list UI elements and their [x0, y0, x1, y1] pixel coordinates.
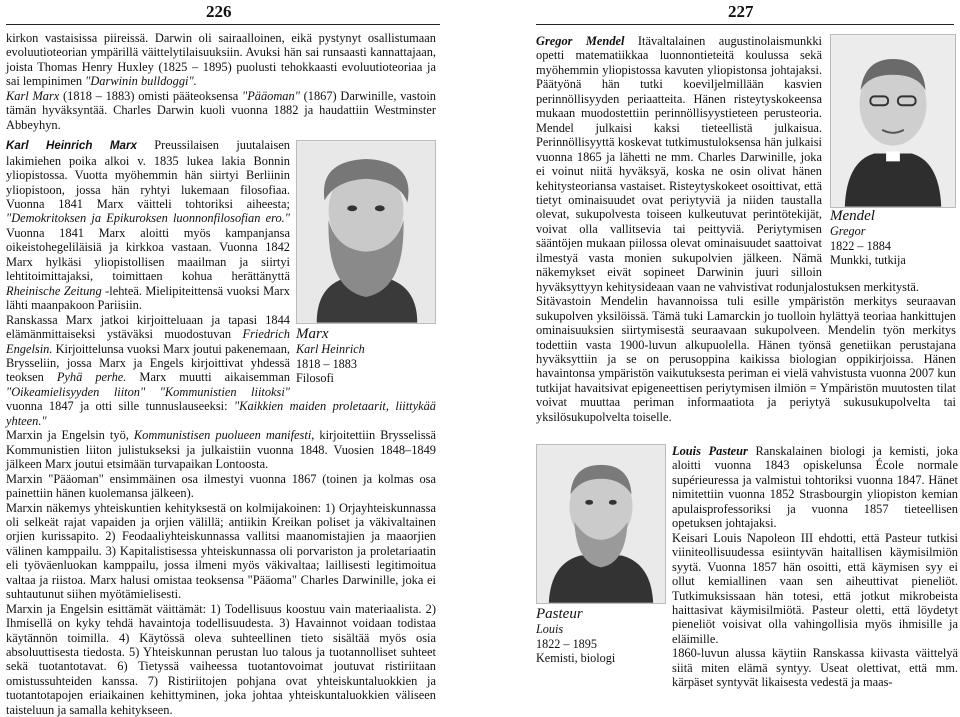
title-paaoma: "Pääoman": [242, 88, 300, 103]
manifesto-title: Kommunistisen puolueen manifesti: [133, 428, 312, 443]
marx-portrait: [296, 140, 436, 324]
text: -lehteä. Mielipiteittensä vuoksi Marx lähti maanpakoon Pariisiin.: [6, 283, 290, 313]
caption-role: Munkki, tutkija: [830, 253, 906, 267]
paragraph-manifesto: [6, 428, 436, 471]
text: Vuonna 1841 Marx aloitti myös kampanjansa oikeistohegeliläisiä ja kirkkoa vastaan. Vuonna 1842 Marx hylkäsi yliopistollisen maailman ja siirtyi lehtitoimittajaksi, toimittaen kohua herättänyttä: [6, 225, 290, 284]
caption-surname: Marx: [296, 326, 329, 343]
text: Ranskalainen biologi ja kemisti, joka aloitti vuonna 1843 opiskelunsa École normale supérieuressa ja valmistui tohtoriksi vuonna 1847. Hänet nimitettiin vuonna 1852 Strasbourgin yliopiston kemian apulaisprofessoriksi ja vuonna 1857 tieteellisen opetuksen johtajaksi.: [672, 444, 959, 531]
mendel-portrait: [830, 34, 956, 208]
text: vuonna 1847 ja otti sille tunnuslauseeksi:: [6, 399, 234, 414]
right-text-column-bottom: [672, 444, 958, 690]
newspaper-name: Rheinische Zeitung: [6, 283, 102, 298]
header-rule-left: [6, 24, 440, 25]
header-rule-right: [536, 24, 954, 25]
league-names: "Oikeamielisyyden liiton" "Kommunistien liitoksi": [6, 384, 290, 399]
text: (1818 – 1883) omisti pääteoksensa: [59, 88, 242, 103]
caption-years: 1822 – 1884: [830, 238, 891, 253]
caption-surname: Mendel: [830, 208, 875, 224]
name-karl-heinrich-marx: Karl Heinrich Marx: [6, 139, 137, 153]
marx-caption: [296, 326, 436, 386]
text: Marxin ja Engelsin työ,: [6, 428, 134, 443]
paragraph-capital-volumes: Marxin "Pääoman" ensimmäinen osa ilmestyi vuonna 1867 (toinen ja kolmas osa painettiin hänen kuolemansa jälkeen).: [6, 471, 436, 501]
caption-role: Kemisti, biologi: [536, 651, 616, 665]
name-louis-pasteur: Louis Pasteur: [672, 444, 748, 458]
mendel-caption: [830, 208, 956, 268]
mendel-figure: [830, 34, 956, 268]
paragraph-lamarck-epigenetics: Sitävastoin Mendelin havannoissa tuli esille ympäristön merkitys seuraavan sukupolven yksilöissä. Tämä tuki Lamarckin jo tuolloin hylättyä teoriaa hankittujen ominaisuuksien siirtymisestä seuraavaan sukupolveen. Mendelin työn merkitys todettiin vasta 1900-luvun alkupuolella. Hänen työnsä genetiikan perustajana hyväksyttiin ja se on perusoppina kaikissa biologian oppikirjoissa. Hänen havaintonsa ympäristön vaikutuksesta periman ei vielä vahvistusta vuonna 2007 kun tutkijat havaitsivat epigeneettisen periytymisen ilmiön = Ympäristön muutosten tilat voivat muuttaa periman informaatiota ja periytyä sukusukupolvelta tai yksilösukupolvelta toiselle.: [536, 294, 956, 424]
paragraph-marx-capital: [6, 89, 436, 132]
marx-portrait-icon: [297, 141, 435, 323]
text: Ranskassa Marx jatkoi kirjoitteluaan ja tapasi 1844 elämänmittaiseksi ystäväksi muodostuvan: [6, 312, 290, 342]
caption-years: 1822 – 1895: [536, 636, 597, 651]
paragraph-pasteur-fermentation: Keisari Louis Napoleon III ehdotti, että Pasteur tutkisi viiniteollisuudessa esiintyvän haitallisen käymisilmiön syytä. Vuonna 1857 hän osoitti, että käymisen syy ei ollut kemiallinen vaan sen aiheuttivat pieneliöt. Tutkimuksissaan hän totesi, että jotkut mikrobeista haittasivat käymisilmiötä. Pasteur oletti, että löydetyt pieneliöt voisivat olla vahingollisia myös ihmisille ja eläimille.: [672, 530, 958, 646]
text: kirkon vastaisissa piireissä. Darwin oli sairaalloinen, eikä pystynyt osallistumaan evoluutioteorian ympärillä väittelytilaisuuksiin. Avuksi hän sai runsaasti kannattajaan, joista Thomas Henry Huxley (1825 – 1895) puolusti tehokkaasti evoluutioteoriaa ja sai lempinimen: [6, 31, 436, 89]
name-gregor-mendel: Gregor Mendel: [536, 34, 625, 48]
caption-given-name: Karl Heinrich: [296, 342, 365, 357]
pasteur-portrait-icon: [537, 445, 665, 603]
caption-years: 1818 – 1883: [296, 356, 357, 371]
page-number-left: 226: [206, 2, 232, 21]
thesis-title: "Demokritoksen ja Epikuroksen luonnonfilosofian ero.": [6, 211, 290, 226]
text: , kirjoitettiin Brysselissä Kommunistien liiton julistukseksi ja julkaistiin vuonna 1848. Vuosien 1848–1849 jälkeen Marx joutui etsimään turvapaikan Lontoosta.: [6, 428, 436, 472]
name-engels: Friedrich Engelsin.: [6, 327, 290, 356]
left-text-column: [6, 31, 436, 717]
text: Marx muutti aikaisemman: [126, 370, 290, 385]
paragraph-pasteur-origin-of-life: 1860-luvun alussa käytiin Ranskassa kiivasta väittelyä siitä miten elämä syntyy. Useat olettivat, että mm. kärpäset syntyvät likaisesta vedestä ja maas-: [672, 646, 958, 690]
quote-bulldog: "Darwinin bulldoggi".: [85, 74, 197, 89]
pasteur-portrait: [536, 444, 666, 604]
caption-given-name: Louis: [536, 622, 564, 636]
caption-surname: Pasteur: [536, 606, 583, 622]
motto: "Kaikkien maiden proletaarit, liittykää yhteen.": [6, 399, 436, 428]
name-karl-marx: Karl Marx: [6, 88, 60, 103]
mendel-portrait-icon: [831, 35, 955, 207]
right-text-column-top: [536, 34, 956, 424]
paragraph-pasteur: [672, 444, 958, 531]
paragraph-darwin-huxley: [6, 31, 436, 89]
text: Preussilaisen juutalaisen lakimiehen poika alkoi v. 1835 lukea lakia Bonnin yliopistossa. Vuotta myöhemmin hän siirtyi Berliinin yliopistoon, jossa hän ryhtyi lukemaan filosofiaa. Vuonna 1841 Marx väitteli tohtoriksi aiheesta;: [6, 138, 290, 211]
paragraph-society-development: Marxin näkemys yhteiskuntien kehityksestä on kolmijakoinen: 1) Orjayhteiskunnassa oli selkeät rajat vapaiden ja orjien välillä; antiikin Kreikan poliset ja väkivaltainen orjien kurissapito. 2) Feodaaliyhteiskunnassa vallitsi maanomistajien ja maaorjien välinen kamppailu. 3) Kapitalistisessa yhteiskunnassa oli porvariston ja proletariaatin eli työväenluokan kamppailu, jossa ilmeni myös väkivaltaa; laillisesti legitimoitua valtaa ja riistoa. Marx halusi omistaa teoksensa "Pääoma" Charles Darwinille, joka ei suhtautunut siihen myötämielisesti.: [6, 500, 436, 602]
book-pyha-perhe: Pyhä perhe.: [56, 370, 127, 385]
pasteur-figure: [536, 444, 666, 666]
text: Kirjoittelunsa vuoksi Marx joutui pakenemaan, Brysseliin, jossa Marx ja Engels kirjoittivat yhdessä teoksen: [6, 341, 290, 385]
page-number-right: 227: [728, 2, 754, 21]
text: Itävaltalainen augustinolaismunkki opetti matematiikkaa luonnontieteitä koulussa sekä myöhemmin yliopistossa kavuten yliopistonsa johtajaksi. Päätyönä hän tutki koeviljelmillään kasvien perinnöllisyyden periaatteita. Hänen risteytyskokeensa mukaan muodostettiin perinnöllisyystieteen perusteoria. Mendel julkaisi kaksi tieteellistä julkaisua. Perinnöllisyyttä koskevat tutkimustuloksensa hän julkaisi vuonna 1865 ja lähetti ne mm. Charles Darwinille, joka ei voinut niitä hyväksyä, koska ne osin olivat hänen kehitysteoriansa vastaiset. Risteytyskokeet osoittivat, että tietyt ominaisuudet ovat periytyviä ja niiden taustalla olevat, sukupolvesta toiseen kulkeutuvat perintötekijät, voivat olla vallitsevia tai peittyviä. Periytymisen sääntöjen mukaan piilossa olevat ominaisuudet saattoivat ilmestyä vasta monien sukupolvien jälkeen. Nämä näkemykset eivät sopineet Darwinin juuri silloin hyväksyttyyn kehitysideaan vaan ne vahvistivat rodunjalostuksen merkitystä.: [536, 34, 919, 294]
pasteur-caption: [536, 606, 666, 666]
paragraph-claims: Marxin ja Engelsin esittämät väittämät: 1) Todellisuus koostuu vain materiaalista. 2) Ihmisellä on kyky tehdä havaintoja todellisuudesta. 3) Havainnot voidaan todistaa käytännön toimilla. 4) Käytössä oleva suhteellinen tieto sisältää myös osia absoluuttisesta tiedosta. 5) Yhteiskunnan perustan luo talous ja tuotannolliset suhteet sekä tuotantotavat. 6) Tietyssä vaiheessa tuotantovoimat joutuvat ristiriitaan omistussuhteiden kanssa. 7) Ristiriitojen pohjana ovat yhteiskuntaluokkien ja tuotantotapojen eriaikainen kehittyminen, joka johtaa yhteiskuntaluokkien väliseen taisteluun ja samalla kehitykseen.: [6, 601, 436, 717]
text: (1867) Darwinille, vastoin tämän hyväksyntää. Charles Darwin kuoli vuonna 1882 ja haudattiin Westminster Abbeyhyn.: [6, 88, 436, 132]
caption-role: Filosofi: [296, 371, 334, 386]
caption-given-name: Gregor: [830, 224, 866, 238]
